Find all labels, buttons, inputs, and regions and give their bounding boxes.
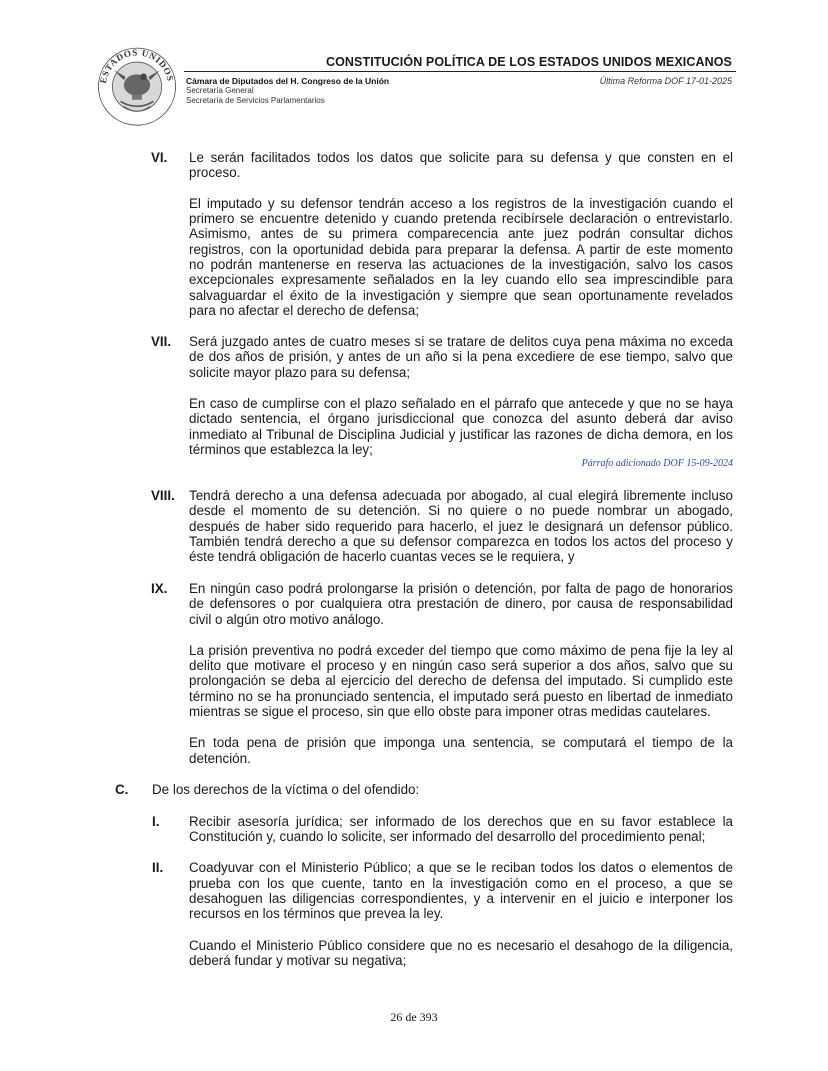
paragraph-line: registros, con la oportunidad debida para preparar la defensa. A partir de este momento [189,242,733,257]
paragraph-line: deberá fundar y motivar su negativa; [189,953,407,968]
paragraph-line: Asimismo, antes de su primera comparecencia ante juez podrán consultar dichos [189,226,733,241]
paragraph-line: término no se ha pronunciado sentencia, el imputado será puesto en libertad de inmediato [189,689,733,704]
fraction-number-c-i: I. [152,814,160,829]
fraction-number-ix: IX. [151,581,168,596]
org-secretaria-general: Secretaría General [186,86,254,95]
fraction-vii-line: solicite mayor plazo para su defensa; [189,365,411,380]
fraction-number-viii: VIII. [151,488,175,503]
section-letter-c: C. [115,782,129,797]
fraction-viii-line: También tendrá derecho a que su defensor comparezca en todos los actos del proceso y [189,534,733,549]
fraction-ix-line: de defensores o por cualquiera otra prestación de dinero, por causa de responsabilidad [189,596,733,611]
fraction-vi-line: proceso. [189,165,241,180]
paragraph-line: primero se encuentre detenido y cuando pretenda recibírsele declaración o entrevistarlo. [189,211,733,226]
section-c-heading: De los derechos de la víctima o del ofendido: [152,782,420,797]
fraction-c-ii-line: prueba con los que cuente, tanto en la investigación como en el proceso, a que se [189,876,733,891]
paragraph-line: En caso de cumplirse con el plazo señalado en el párrafo que antecede y que no se haya [189,396,733,411]
paragraph-line: En toda pena de prisión que imponga una sentencia, se computará el tiempo de la [189,735,733,750]
fraction-vii-line: Será juzgado antes de cuatro meses si se tratare de delitos cuya pena máxima no exceda [189,334,733,349]
paragraph-line: detención. [189,751,251,766]
fraction-c-i-line: Constitución y, cuando lo solicite, ser informado del desarrollo del procedimiento penal; [189,829,706,844]
fraction-number-vi: VI. [151,150,168,165]
fraction-viii-line: después de haber sido requerido para hacerlo, el juez le designará un defensor público. [189,519,733,534]
last-reform-date: Última Reforma DOF 17-01-2025 [599,76,732,86]
fraction-c-ii-line: desahoguen las diligencias correspondientes, y a intervenir en el juicio e interponer los [189,891,733,906]
page-number: 26 de 393 [390,1010,438,1024]
fraction-c-i-line: Recibir asesoría jurídica; ser informado de los derechos que en su favor establece la [189,814,733,829]
document-title: CONSTITUCIÓN POLÍTICA DE LOS ESTADOS UNIDOS MEXICANOS [325,55,732,69]
paragraph-line: El imputado y su defensor tendrán acceso a los registros de la investigación cuando el [189,196,733,211]
fraction-c-ii-line: recursos en los términos que prevea la ley. [189,906,444,921]
paragraph-line: términos que establezca la ley; [189,442,373,457]
amendment-note: Párrafo adicionado DOF 15-09-2024 [581,458,733,469]
fraction-number-c-ii: II. [152,860,164,875]
fraction-vii-line: de dos años de prisión, y antes de un año si la pena excediere de ese tiempo, salvo que [189,349,733,364]
fraction-ix-line: En ningún caso podrá prolongarse la prisión o detención, por falta de pago de honorarios [189,581,733,596]
paragraph-line: prolongación se deba al ejercicio del derecho de defensa del imputado. Si cumplido este [189,673,733,688]
paragraph-line: delito que motivare el proceso y en ningún caso será superior a dos años, salvo que su [189,658,733,673]
paragraph-line: mientras se sigue el proceso, sin que ello obste para imponer otras medidas cautelares. [189,704,711,719]
paragraph-line: inmediato al Tribunal de Disciplina Judicial y justificar las razones de dicha demora, en los [189,427,733,442]
fraction-vi-line: Le serán facilitados todos los datos que solicite para su defensa y que consten en el [189,150,733,165]
paragraph-line: dictado sentencia, el órgano jurisdiccional que conozca del asunto deberá dar aviso [189,411,733,426]
fraction-viii-line: éste tendrá obligación de hacerlo cuantas veces se le requiera, y [189,549,575,564]
paragraph-line: no podrán mantenerse en reserva las actuaciones de la investigación, salvo los casos [189,257,733,272]
paragraph-line: Cuando el Ministerio Público considere que no es necesario el desahogo de la diligencia, [189,938,733,953]
fraction-number-vii: VII. [151,334,172,349]
org-secretaria-servicios: Secretaría de Servicios Parlamentarios [186,96,325,105]
paragraph-line: La prisión preventiva no podrá exceder del tiempo que como máximo de pena fije la ley al [189,643,733,658]
fraction-viii-line: desde el momento de su detención. Si no quiere o no puede nombrar un abogado, [189,503,733,518]
fraction-viii-line: Tendrá derecho a una defensa adecuada por abogado, al cual elegirá libremente incluso [189,488,733,503]
org-name: Cámara de Diputados del H. Congreso de la Unión [186,76,390,86]
fraction-c-ii-line: Coadyuvar con el Ministerio Público; a que se le reciban todos los datos o elementos de [189,860,733,875]
svg-text:ESTADOS UNIDOS MEXICANOS: ESTADOS UNIDOS [97,47,176,85]
fraction-ix-line: civil o algún otro motivo análogo. [189,612,385,627]
paragraph-line: excepcionales expresamente señalados en la ley cuando ello sea imprescindible para [189,272,733,287]
paragraph-line: para no afectar el derecho de defensa; [189,303,420,318]
paragraph-line: salvaguardar el éxito de la investigación y siempre que sean oportunamente revelados [189,288,733,303]
